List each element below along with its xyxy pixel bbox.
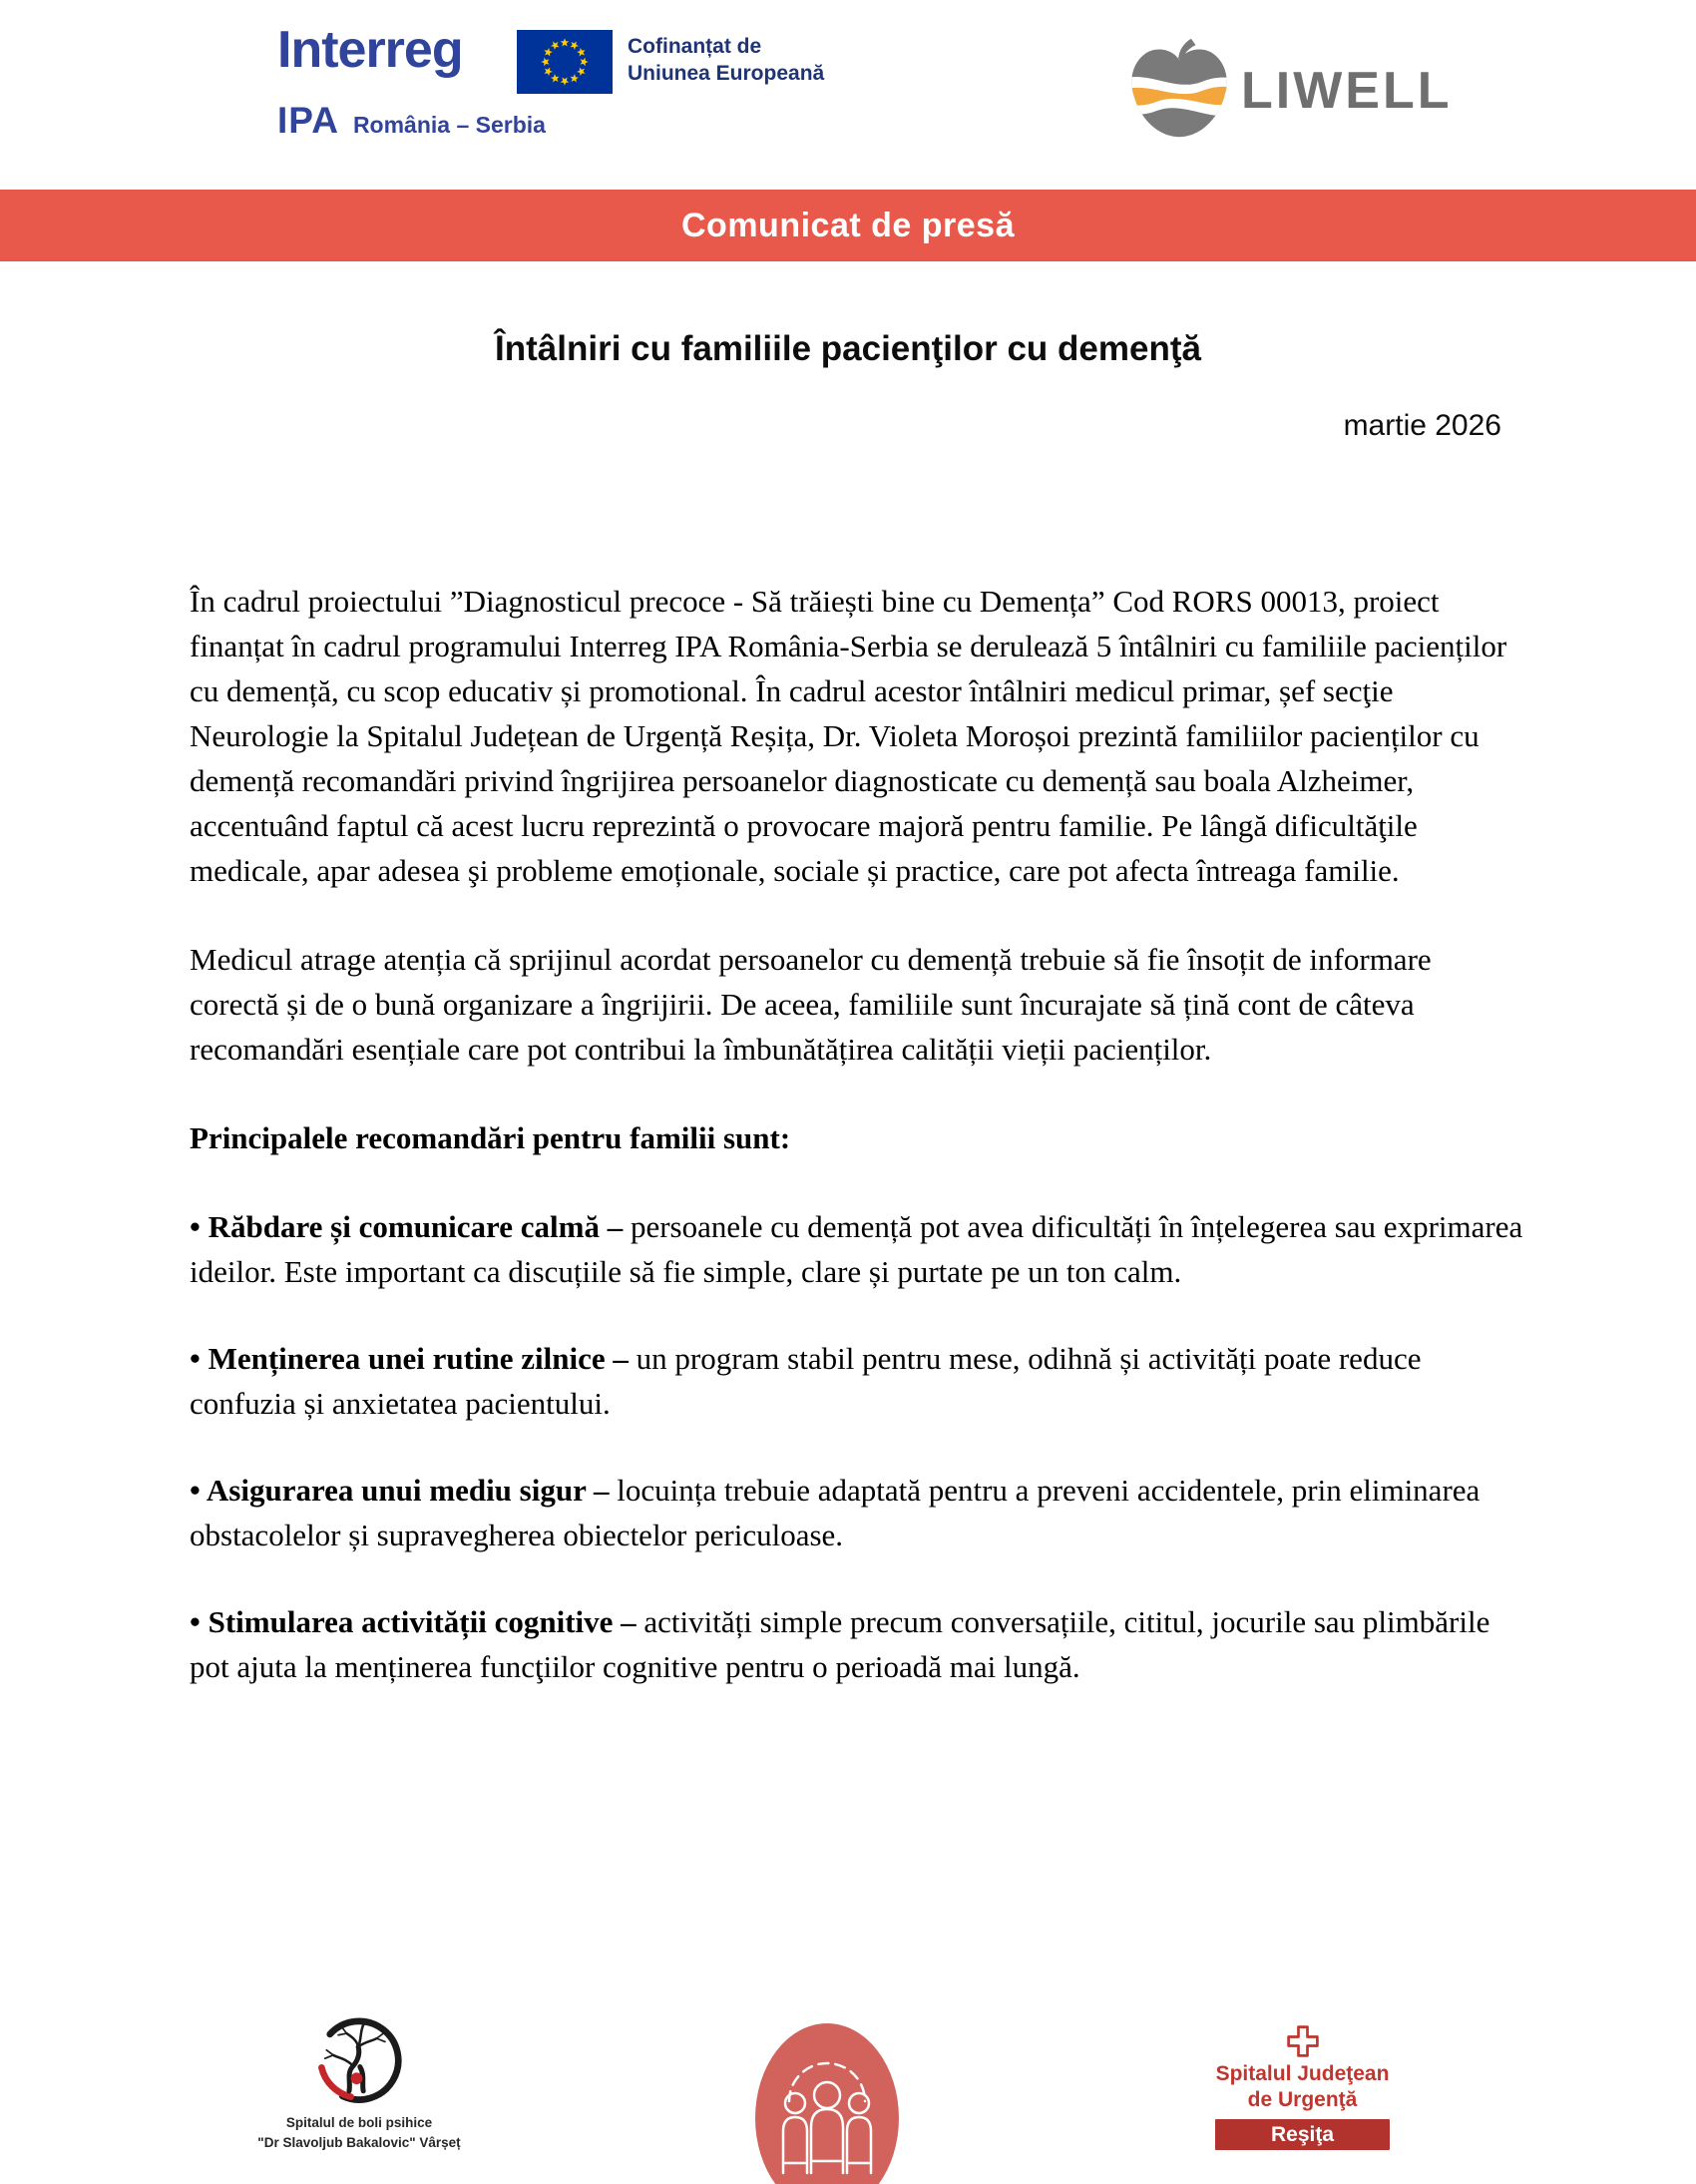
- varset-caption-line2: "Dr Slavoljub Bakalovic" Vârșeț: [257, 2134, 461, 2150]
- document-body: [190, 579, 1526, 1731]
- resita-caption-line2: de Urgenţă: [1247, 2088, 1358, 2112]
- bullet-routine: [190, 1336, 1526, 1426]
- recommendations-heading: Principalele recomandări pentru familii sunt:: [190, 1120, 791, 1155]
- paragraph-intro: În cadrul proiectului ”Diagnosticul precoce - Să trăiești bine cu Demența” Cod RORS 00013, proiect finanțat în cadrul programului Interreg IPA România-Serbia se derulează 5 întâlniri cu familiile pacienților cu demență, cu scop educativ și promotional. În cadrul acestor întâlniri medicul primar, șef secţie Neurologie la Spitalul Județean de Urgență Reșița, Dr. Violeta Moroșoi prezintă familiilor pacienților cu demență recomandări privind îngrijirea persoanelor diagnosticate cu demență sau boala Alzheimer, accentuând faptul că acest lucru reprezintă o provocare majoră pentru familie. Pe lângă dificultăţile medicale, apar adesea şi probleme emoționale, sociale și practice, care pot afecta întreaga familie.: [190, 584, 1507, 888]
- resita-hospital-logo: [1215, 2023, 1390, 2150]
- interreg-region-label: România – Serbia: [352, 112, 546, 138]
- bullet-patience-text: persoanele cu demență pot avea dificultăți în înțelegerea sau exprimarea ideilor. Este important ca discuțiile să fie simple, clare și purtate pe un ton calm.: [190, 1209, 1523, 1289]
- eu-cofunding-text: [628, 33, 824, 94]
- press-release-banner: [0, 190, 1696, 261]
- varset-caption-line1: Spitalul de boli psihice: [285, 2115, 433, 2130]
- bullet-cognitive-stimulation: [190, 1599, 1526, 1689]
- interreg-wordmark: Interreg: [277, 21, 463, 79]
- document-title: Întâlniri cu familiile pacienţilor cu demenţă: [495, 329, 1201, 368]
- bullet-safe-environment-text: locuința trebuie adaptată pentru a preveni accidentele, prin eliminarea obstacolelor și supravegherea obiectelor periculoase.: [190, 1473, 1481, 1552]
- eu-cofunding-line1: Cofinanțat de: [628, 35, 762, 58]
- eu-flag-icon: [517, 30, 613, 94]
- document-date: martie 2026: [1343, 409, 1501, 442]
- bullet-routine-lead: • Menținerea unei rutine zilnice –: [190, 1341, 629, 1376]
- bullet-patience-lead: • Răbdare și comunicare calmă –: [190, 1209, 624, 1244]
- liwell-logo: [1123, 36, 1453, 146]
- varset-hospital-logo: [249, 2013, 469, 2152]
- bullet-cognitive-stimulation-text: activități simple precum conversațiile, cititul, jocurile sau plimbările pot ajuta la menținerea funcţiilor cognitive pentru o perioadă mai lungă.: [190, 1604, 1490, 1684]
- banner-label: Comunicat de presă: [681, 206, 1015, 244]
- medical-cross-icon: [1285, 2023, 1321, 2059]
- liwell-name: LIWELL: [1241, 62, 1453, 120]
- bullet-routine-text: un program stabil pentru mese, odihnă și activități poate reduce confuzia și anxietatea pacientului.: [190, 1341, 1422, 1421]
- interreg-program-label: IPA: [277, 100, 339, 141]
- interreg-logo: [277, 21, 546, 141]
- bullet-safe-environment-lead: • Asigurarea unui mediu sigur –: [190, 1473, 610, 1508]
- resita-caption-line1: Spitalul Judeţean: [1215, 2062, 1390, 2085]
- eu-cofunding-badge: [517, 30, 824, 94]
- bullet-safe-environment: [190, 1468, 1526, 1557]
- resita-city-band: Reşiţa: [1215, 2119, 1390, 2150]
- liwell-apple-icon: [1123, 36, 1235, 146]
- eu-cofunding-line2: Uniunea Europeană: [628, 62, 825, 86]
- people-icon: [755, 2023, 899, 2184]
- paragraph-doctor-advice: Medicul atrage atenția că sprijinul acordat persoanelor cu demență trebuie să fie însoțit de informare corectă și de o bună organizare a îngrijirii. De aceea, familiile sunt încurajate să țină cont de câteva recomandări esențiale care pot contribui la îmbunătățirea calității vieții pacienților.: [190, 942, 1432, 1067]
- bullet-cognitive-stimulation-lead: • Stimularea activității cognitive –: [190, 1604, 636, 1639]
- bullet-patience: [190, 1204, 1526, 1294]
- family-circle-logo: [755, 2023, 899, 2184]
- tree-logo-icon: [313, 2013, 405, 2105]
